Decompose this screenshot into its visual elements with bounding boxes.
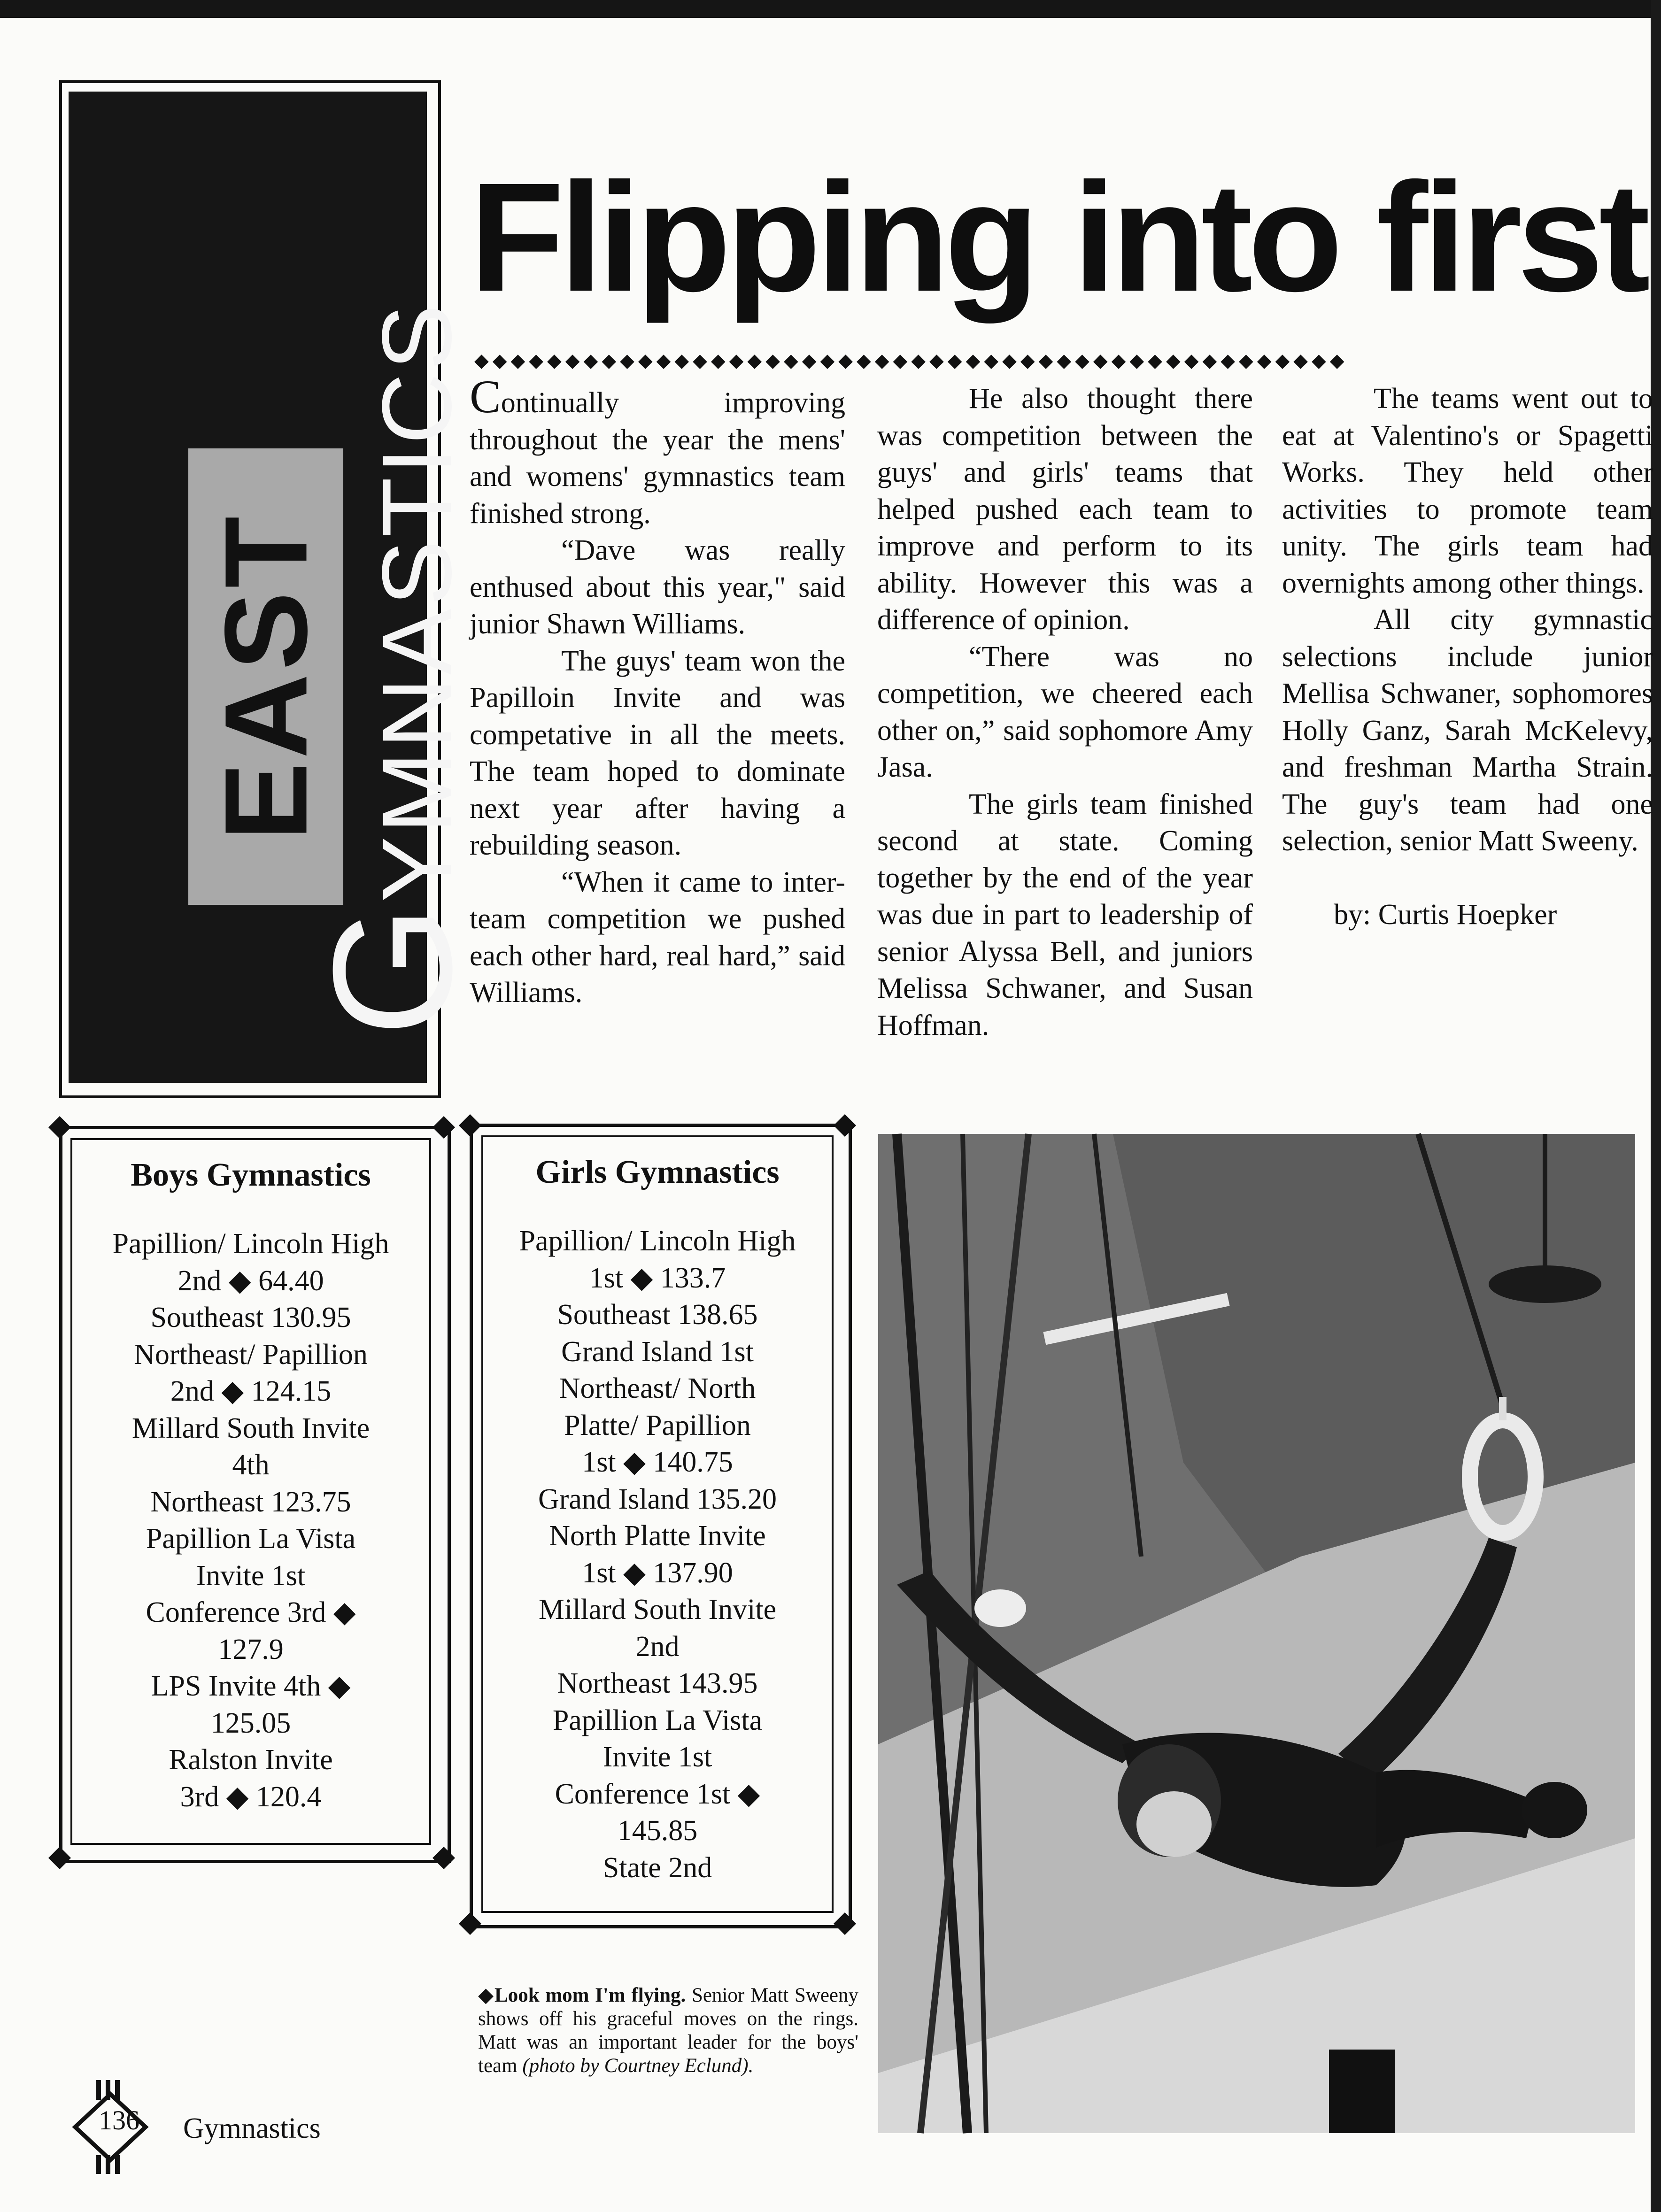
result-line: Northeast 143.95: [557, 1667, 758, 1699]
result-line: 1st ◆ 137.90: [582, 1557, 733, 1589]
result-line: Conference 1st ◆: [555, 1778, 760, 1810]
result-line: 127.9: [218, 1633, 284, 1665]
article-paragraph: The girls team finished second at state. Coming together by the end of the year was due in part to leadership of senior Alyssa Bell, and juniors Melissa Schwaner, and Susan Hoffman.: [877, 788, 1253, 1041]
result-line: 2nd ◆ 124.15: [170, 1375, 332, 1407]
result-line: Papillion/ Lincoln High: [519, 1225, 796, 1257]
caption-body: Senior Matt Sweeny shows off his graceful moves on the rings. Matt was an important leader for the boys' team: [478, 1984, 858, 2077]
result-line: 1st ◆ 133.7: [589, 1262, 726, 1294]
article-paragraph: The teams went out to eat at Valentino's or Spagetti Works. They held other activities to promote team unity. The girls team had overnights among other things.: [1282, 383, 1653, 599]
section-banner: [69, 92, 487, 1083]
result-line: State 2nd: [603, 1851, 712, 1884]
photo-credit: (photo by Courtney Eclund).: [522, 2055, 754, 2077]
girls-results-box: [481, 1135, 834, 1913]
article-paragraph: ontinually improving throughout the year the mens' and womens' gymnastics team finished strong.: [470, 387, 845, 530]
caption-lead: ◆Look mom I'm flying.: [478, 1984, 686, 2006]
scan-top-edge: [0, 0, 1661, 18]
article-column-2: [877, 380, 1253, 1044]
result-line: Grand Island 135.20: [538, 1483, 777, 1515]
result-line: Northeast/ Papillion: [134, 1338, 368, 1371]
result-line: 125.05: [210, 1707, 291, 1739]
scan-right-edge: [1651, 0, 1661, 2212]
result-line: Northeast/ North: [559, 1372, 756, 1404]
banner-gymnastics: GYMNASTICS: [298, 301, 487, 1037]
boys-results-title: Boys Gymnastics: [131, 1157, 371, 1193]
result-line: 1st ◆ 140.75: [582, 1446, 733, 1478]
headline: Flipping into first: [470, 150, 1646, 324]
result-line: Grand Island 1st: [561, 1335, 754, 1368]
result-line: 145.85: [617, 1815, 698, 1847]
section-label: Gymnastics: [183, 2112, 321, 2144]
article-paragraph: “Dave was really enthused about this year," said junior Shawn Williams.: [470, 534, 845, 640]
result-line: Ralston Invite: [169, 1744, 333, 1776]
result-line: 2nd ◆ 64.40: [178, 1264, 324, 1297]
girls-results-list: [483, 1223, 832, 1886]
result-line: Papillion La Vista: [146, 1523, 356, 1555]
page-folio: [70, 2080, 150, 2176]
article-paragraph: “There was no competition, we cheered each other on,” said sophomore Amy Jasa.: [877, 640, 1253, 783]
result-line: Conference 3rd ◆: [146, 1596, 356, 1628]
boys-results-list: [72, 1225, 429, 1815]
article-column-1: [470, 370, 845, 1011]
result-line: Millard South Invite: [131, 1412, 370, 1444]
girls-results-title: Girls Gymnastics: [535, 1154, 780, 1190]
boys-results-box: [70, 1138, 431, 1845]
article-paragraph: “When it came to inter-team competition we pushed each other hard, real hard,” said Williams.: [470, 866, 845, 1009]
byline: by: Curtis Hoepker: [1334, 898, 1557, 931]
result-line: 4th: [232, 1449, 270, 1481]
banner-east: EAST: [200, 512, 332, 841]
result-line: Papillion La Vista: [552, 1704, 763, 1736]
page-number: 136: [99, 2105, 139, 2135]
article-column-3: [1282, 380, 1653, 933]
result-line: Invite 1st: [603, 1741, 712, 1773]
result-line: 2nd: [635, 1630, 680, 1663]
result-line: Southeast 130.95: [150, 1302, 351, 1333]
diamond-rule: ◆◆◆◆◆◆◆◆◆◆◆◆◆◆◆◆◆◆◆◆◆◆◆◆◆◆◆◆◆◆◆◆◆◆◆◆◆◆◆◆◆◆◆◆◆◆◆◆: [474, 350, 1348, 371]
result-line: North Platte Invite: [549, 1520, 766, 1552]
article-paragraph: The guys' team won the Papilloin Invite and was competative in all the meets. The team hoped to dominate next year after having a rebuilding season.: [470, 645, 845, 861]
article-paragraph: All city gymnastic selections include junior Mellisa Schwaner, sophomores Holly Ganz, Sarah McKelevy, and freshman Martha Strain. The guy's team had one selection, senior Matt Sweeny.: [1282, 604, 1653, 857]
result-line: Southeast 138.65: [557, 1299, 758, 1331]
gymnast-on-rings-photo: [878, 1134, 1635, 2133]
photo-caption: [478, 1984, 858, 2078]
article-paragraph: He also thought there was competition between the guys' and girls' teams that helped pushed each team to improve and perform to its ability. However this was a difference of opinion.: [877, 383, 1253, 636]
result-line: 3rd ◆ 120.4: [180, 1780, 322, 1813]
result-line: Platte/ Papillion: [564, 1409, 751, 1441]
drop-cap: C: [470, 370, 501, 423]
result-line: Papillion/ Lincoln High: [112, 1228, 389, 1260]
result-line: Invite 1st: [196, 1559, 306, 1592]
result-line: Northeast 123.75: [150, 1486, 351, 1518]
result-line: LPS Invite 4th ◆: [151, 1670, 351, 1702]
result-line: Millard South Invite: [538, 1594, 777, 1626]
